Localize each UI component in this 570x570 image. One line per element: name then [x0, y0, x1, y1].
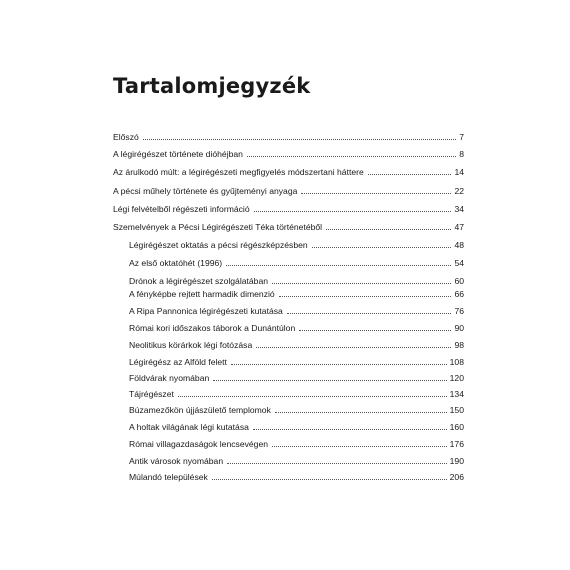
page-title: Tartalomjegyzék: [113, 74, 311, 98]
toc-entry[interactable]: [129, 319, 464, 333]
toc-entry-title: Légirégész az Alföld felett: [129, 357, 227, 367]
toc-entry-title: A fényképbe rejtett harmadik dimenzió: [129, 289, 275, 299]
toc-entry-title: Előszó: [113, 132, 139, 142]
dot-leader: [212, 479, 447, 480]
toc-page-number: 47: [454, 222, 464, 232]
dot-leader: [256, 347, 451, 348]
toc-entry[interactable]: [129, 336, 464, 350]
toc-entry-title: Földvárak nyomában: [129, 373, 210, 383]
toc-entry-title: Tájrégészet: [129, 389, 174, 399]
toc-entry-title: Szemelvények a Pécsi Légirégészeti Téka történetéből: [113, 222, 323, 232]
toc-page-number: 76: [454, 306, 464, 316]
dot-leader: [368, 174, 452, 175]
toc-entry[interactable]: [129, 272, 464, 286]
toc-entry-title: Római villagazdaságok lencsevégen: [129, 439, 269, 449]
toc-entry-title: Az árulkodó múlt: a légirégészeti megfigyelés módszertani háttere: [113, 167, 364, 177]
toc-page-number: 66: [454, 289, 464, 299]
toc-entry[interactable]: [113, 145, 464, 159]
toc-page-number: 120: [449, 373, 464, 383]
toc-page-number: 190: [449, 456, 464, 466]
toc-page-number: 206: [449, 472, 464, 482]
toc-entry-title: Légi felvételből régészeti információ: [113, 204, 250, 214]
toc-entry-title: Az első oktatóhét (1996): [129, 258, 223, 268]
toc-entry-title: A holtak világának légi kutatása: [129, 422, 249, 432]
toc-entry[interactable]: [129, 401, 464, 415]
toc-entry[interactable]: [113, 163, 464, 177]
toc-entry[interactable]: [129, 435, 464, 449]
toc-page-number: 8: [459, 149, 464, 159]
toc-page-number: 90: [454, 323, 464, 333]
dot-leader: [272, 446, 447, 447]
dot-leader: [301, 193, 451, 194]
toc-page-number: 34: [454, 204, 464, 214]
toc-page-number: 134: [449, 389, 464, 399]
dot-leader: [247, 156, 456, 157]
dot-leader: [275, 412, 447, 413]
toc-page-number: 176: [449, 439, 464, 449]
toc-entry[interactable]: [113, 182, 464, 196]
toc-page-number: 7: [459, 132, 464, 142]
toc-entry[interactable]: [129, 418, 464, 432]
dot-leader: [326, 229, 451, 230]
toc-entry[interactable]: [129, 452, 464, 466]
dot-leader: [231, 364, 447, 365]
toc-entry[interactable]: [129, 385, 464, 399]
toc-page-number: 22: [454, 186, 464, 196]
toc-page-number: 150: [449, 405, 464, 415]
toc-entry-title: Neolitikus körárkok légi fotózása: [129, 340, 253, 350]
toc-entry[interactable]: [129, 468, 464, 482]
toc-entry-title: Római kori időszakos táborok a Dunántúlon: [129, 323, 296, 333]
toc-entry[interactable]: [113, 128, 464, 142]
toc-entry-title: Búzamezőkön újjászülető templomok: [129, 405, 271, 415]
toc-entry[interactable]: [129, 236, 464, 250]
dot-leader: [178, 396, 447, 397]
toc-page-number: 54: [454, 258, 464, 268]
toc-page-number: 14: [454, 167, 464, 177]
toc-entry[interactable]: [129, 302, 464, 316]
toc-entry-title: Múlandó települések: [129, 472, 208, 482]
toc-page-number: 108: [449, 357, 464, 367]
dot-leader: [279, 296, 452, 297]
dot-leader: [254, 211, 452, 212]
dot-leader: [287, 313, 452, 314]
toc-page-number: 60: [454, 276, 464, 286]
toc-page-number: 98: [454, 340, 464, 350]
toc-entry-title: A légirégészet története dióhéjban: [113, 149, 243, 159]
toc-entry-title: Légirégészet oktatás a pécsi régészképzésben: [129, 240, 308, 250]
toc-entry-title: Drónok a légirégészet szolgálatában: [129, 276, 269, 286]
dot-leader: [312, 247, 452, 248]
toc-entry[interactable]: [129, 369, 464, 383]
dot-leader: [213, 380, 446, 381]
toc-entry[interactable]: [113, 200, 464, 214]
toc-entry[interactable]: [113, 218, 464, 232]
toc-page-number: 48: [454, 240, 464, 250]
toc-entry[interactable]: [129, 285, 464, 299]
toc-page-number: 160: [449, 422, 464, 432]
toc-entry[interactable]: [129, 254, 464, 268]
dot-leader: [143, 139, 456, 140]
toc-entry-title: A pécsi műhely története és gyűjteményi anyaga: [113, 186, 298, 196]
toc-entry-title: A Ripa Pannonica légirégészeti kutatása: [129, 306, 283, 316]
dot-leader: [272, 283, 451, 284]
dot-leader: [253, 429, 447, 430]
dot-leader: [226, 265, 451, 266]
dot-leader: [299, 330, 451, 331]
dot-leader: [227, 463, 447, 464]
toc-entry[interactable]: [129, 353, 464, 367]
toc-entry-title: Antik városok nyomában: [129, 456, 224, 466]
